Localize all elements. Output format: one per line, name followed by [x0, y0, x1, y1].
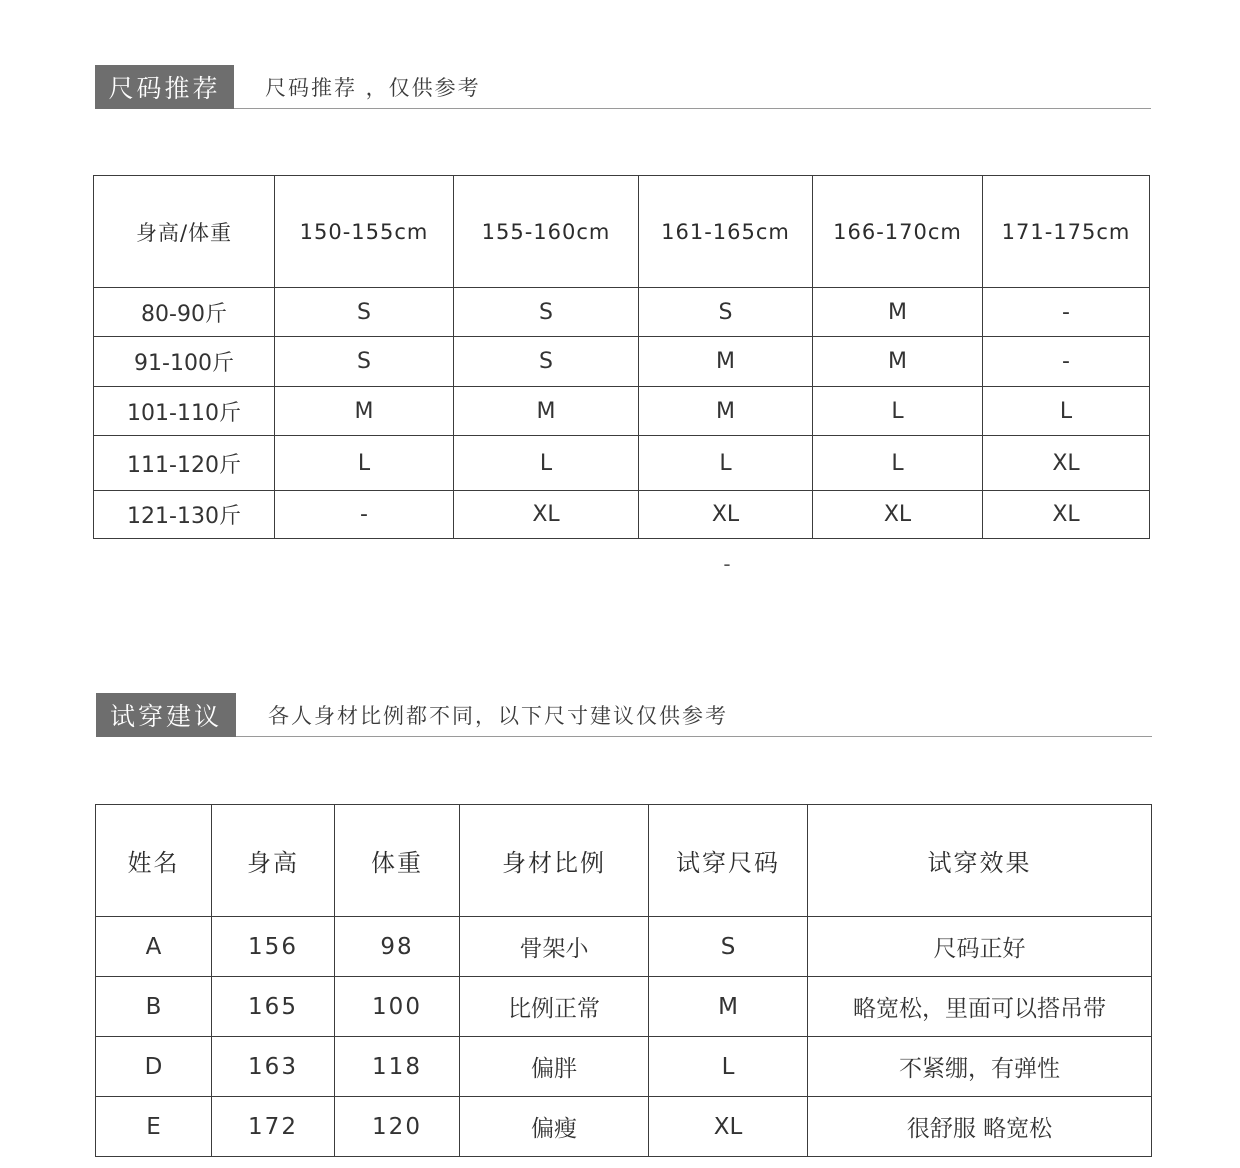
- weight-range-label: 121-130斤: [94, 491, 275, 539]
- header-cell-trial-size: 试穿尺码: [649, 805, 808, 917]
- size-cell: -: [983, 288, 1150, 337]
- table-row: [94, 288, 1150, 337]
- header-cell-body-type: 身材比例: [460, 805, 649, 917]
- header-cell-height-range: 155-160cm: [454, 176, 639, 288]
- size-cell: S: [454, 288, 639, 337]
- name-cell: A: [96, 917, 212, 977]
- body-type-cell: 比例正常: [460, 977, 649, 1037]
- size-cell: M: [813, 288, 983, 337]
- trial-section-header: [96, 693, 1152, 737]
- table-row: [94, 491, 1150, 539]
- weight-range-label: 91-100斤: [94, 337, 275, 387]
- weight-range-label: 101-110斤: [94, 387, 275, 436]
- weight-range-label: 80-90斤: [94, 288, 275, 337]
- size-cell: L: [983, 387, 1150, 436]
- table-header-row: [96, 805, 1152, 917]
- table-row: [94, 337, 1150, 387]
- size-cell: L: [813, 436, 983, 491]
- size-section-badge: 尺码推荐: [95, 65, 234, 109]
- size-cell: XL: [983, 436, 1150, 491]
- height-cell: 156: [212, 917, 335, 977]
- weight-cell: 118: [335, 1037, 460, 1097]
- size-cell: -: [983, 337, 1150, 387]
- size-cell: XL: [639, 491, 813, 539]
- size-cell: XL: [454, 491, 639, 539]
- trial-section-badge: 试穿建议: [96, 693, 236, 737]
- fit-result-cell: 不紧绷，有弹性: [808, 1037, 1152, 1097]
- size-cell: L: [275, 436, 454, 491]
- stray-dash-mark: -: [723, 552, 731, 576]
- size-cell: S: [275, 288, 454, 337]
- size-cell: XL: [983, 491, 1150, 539]
- name-cell: D: [96, 1037, 212, 1097]
- header-cell-weight: 体重: [335, 805, 460, 917]
- fit-result-cell: 尺码正好: [808, 917, 1152, 977]
- size-cell: S: [639, 288, 813, 337]
- height-cell: 163: [212, 1037, 335, 1097]
- trial-size-cell: L: [649, 1037, 808, 1097]
- header-cell-height-weight: 身高/体重: [94, 176, 275, 288]
- header-cell-name: 姓名: [96, 805, 212, 917]
- header-cell-height-range: 166-170cm: [813, 176, 983, 288]
- body-type-cell: 骨架小: [460, 917, 649, 977]
- body-type-cell: 偏瘦: [460, 1097, 649, 1157]
- table-header-row: [94, 176, 1150, 288]
- header-cell-height: 身高: [212, 805, 335, 917]
- size-cell: M: [639, 337, 813, 387]
- size-cell: -: [275, 491, 454, 539]
- fit-result-cell: 很舒服 略宽松: [808, 1097, 1152, 1157]
- trial-section-divider: [236, 736, 1152, 737]
- size-cell: XL: [813, 491, 983, 539]
- height-cell: 165: [212, 977, 335, 1037]
- name-cell: B: [96, 977, 212, 1037]
- size-cell: L: [813, 387, 983, 436]
- size-cell: S: [454, 337, 639, 387]
- name-cell: E: [96, 1097, 212, 1157]
- table-row: [94, 436, 1150, 491]
- weight-range-label: 111-120斤: [94, 436, 275, 491]
- size-cell: M: [275, 387, 454, 436]
- table-row: [94, 387, 1150, 436]
- trial-section-subtitle: 各人身材比例都不同，以下尺寸建议仅供参考: [268, 704, 728, 728]
- size-cell: M: [454, 387, 639, 436]
- trial-fitting-table: [95, 804, 1152, 1157]
- size-section-divider: [234, 108, 1151, 109]
- trial-size-cell: M: [649, 977, 808, 1037]
- size-recommendation-table: [93, 175, 1150, 539]
- height-cell: 172: [212, 1097, 335, 1157]
- weight-cell: 98: [335, 917, 460, 977]
- size-section-subtitle: 尺码推荐 ，仅供参考: [265, 76, 481, 100]
- header-cell-fit-result: 试穿效果: [808, 805, 1152, 917]
- fit-result-cell: 略宽松，里面可以搭吊带: [808, 977, 1152, 1037]
- weight-cell: 120: [335, 1097, 460, 1157]
- size-cell: M: [639, 387, 813, 436]
- trial-size-cell: XL: [649, 1097, 808, 1157]
- table-row: [96, 1037, 1152, 1097]
- table-row: [96, 977, 1152, 1037]
- size-cell: L: [454, 436, 639, 491]
- trial-size-cell: S: [649, 917, 808, 977]
- table-row: [96, 1097, 1152, 1157]
- header-cell-height-range: 161-165cm: [639, 176, 813, 288]
- body-type-cell: 偏胖: [460, 1037, 649, 1097]
- header-cell-height-range: 150-155cm: [275, 176, 454, 288]
- table-row: [96, 917, 1152, 977]
- size-cell: S: [275, 337, 454, 387]
- header-cell-height-range: 171-175cm: [983, 176, 1150, 288]
- size-cell: M: [813, 337, 983, 387]
- size-section-header: [95, 65, 1151, 109]
- weight-cell: 100: [335, 977, 460, 1037]
- size-cell: L: [639, 436, 813, 491]
